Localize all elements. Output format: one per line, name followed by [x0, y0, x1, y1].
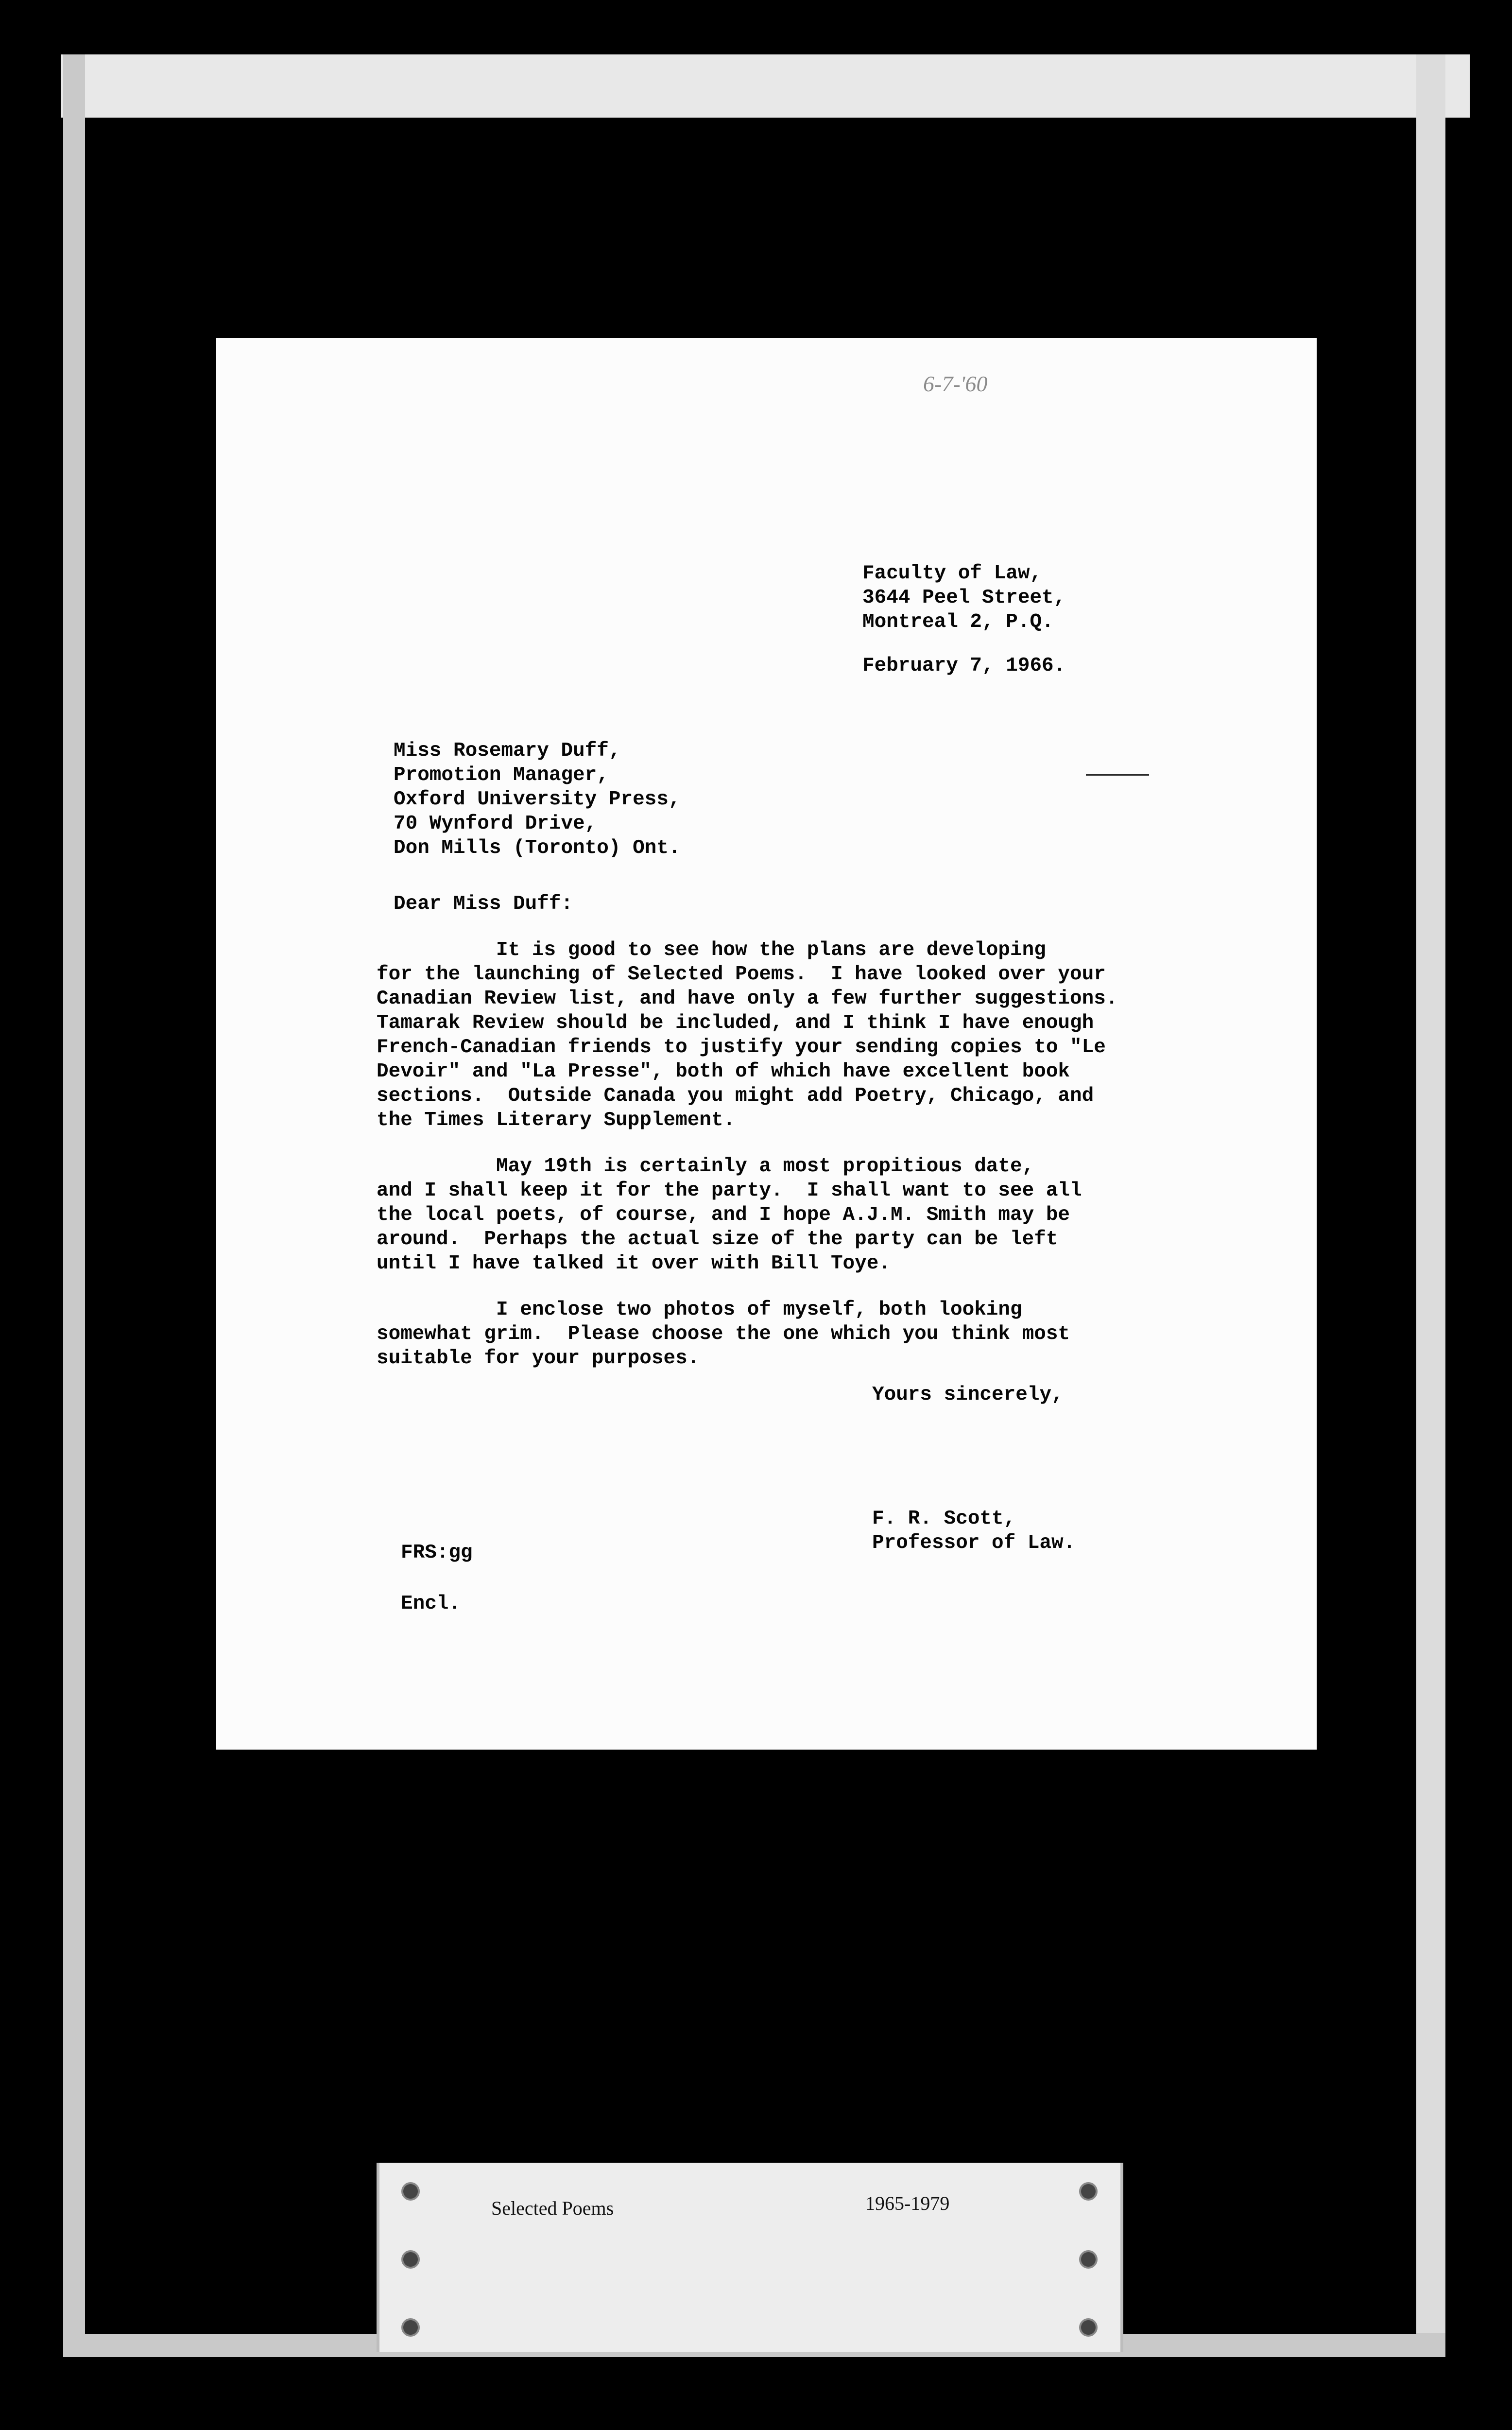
- recipient-address-line: Oxford University Press,: [394, 788, 681, 811]
- body-line: French-Canadian friends to justify your sending copies to "Le: [377, 1036, 1106, 1059]
- sender-address-line: Faculty of Law,: [862, 562, 1042, 585]
- stray-ink-mark: [1086, 774, 1149, 776]
- punch-hole: [401, 2250, 420, 2269]
- salutation-text: Dear Miss Duff:: [394, 893, 573, 915]
- recipient-address-line: 70 Wynford Drive,: [394, 813, 597, 835]
- file-label-dates: 1965-1979: [865, 2192, 950, 2214]
- body-line: I enclose two photos of myself, both looking: [377, 1299, 1022, 1321]
- body-line: suitable for your purposes.: [377, 1347, 700, 1370]
- body-line: and I shall keep it for the party. I shall want to see all: [377, 1180, 1082, 1202]
- salutation: [394, 892, 573, 916]
- body-line: for the launching of Selected Poems. I have looked over your: [377, 963, 1106, 986]
- punch-hole: [401, 2182, 420, 2201]
- body-paragraph-2: [377, 1154, 1290, 1276]
- enclosure-text: Encl.: [401, 1593, 461, 1615]
- recipient-address: [394, 739, 681, 860]
- sender-address: [862, 561, 1065, 634]
- body-line: sections. Outside Canada you might add Poetry, Chicago, and: [377, 1085, 1094, 1107]
- microfiche-top-strip: [61, 54, 1470, 118]
- body-paragraph-1: [377, 938, 1290, 1132]
- typist-initials: [401, 1541, 473, 1565]
- initials-text: FRS:gg: [401, 1542, 473, 1564]
- recipient-address-line: Don Mills (Toronto) Ont.: [394, 837, 681, 859]
- sender-address-line: Montreal 2, P.Q.: [862, 611, 1054, 633]
- pencil-annotation: 6-7-'60: [923, 371, 988, 396]
- signature-name: F. R. Scott,: [872, 1508, 1016, 1530]
- body-line: around. Perhaps the actual size of the party can be left: [377, 1228, 1058, 1250]
- body-line: Canadian Review list, and have only a few further suggestions.: [377, 988, 1118, 1010]
- body-line: somewhat grim. Please choose the one which you think most: [377, 1323, 1070, 1345]
- recipient-address-line: Miss Rosemary Duff,: [394, 740, 621, 762]
- microfiche-right-strip: [1416, 54, 1445, 2353]
- body-line: May 19th is certainly a most propitious date,: [377, 1155, 1034, 1178]
- body-line: It is good to see how the plans are developing: [377, 939, 1046, 961]
- body-line: the Times Literary Supplement.: [377, 1109, 736, 1131]
- body-line: the local poets, of course, and I hope A.J.M. Smith may be: [377, 1204, 1070, 1226]
- file-label-title: Selected Poems: [491, 2197, 614, 2219]
- microfiche-left-strip: [63, 54, 85, 2353]
- punch-hole: [1079, 2250, 1098, 2269]
- file-label: [377, 2163, 1123, 2352]
- punch-hole: [401, 2318, 420, 2337]
- signature-block: [872, 1507, 1075, 1555]
- letter-date: [862, 654, 1065, 678]
- letter-page: [216, 338, 1317, 1750]
- closing-text: Yours sincerely,: [872, 1384, 1064, 1406]
- closing: [872, 1383, 1064, 1407]
- enclosure-note: [401, 1592, 461, 1616]
- signature-title: Professor of Law.: [872, 1532, 1076, 1554]
- body-paragraph-3: [377, 1298, 1290, 1371]
- body-line: Devoir" and "La Presse", both of which have excellent book: [377, 1060, 1070, 1083]
- body-line: Tamarak Review should be included, and I think I have enough: [377, 1012, 1094, 1034]
- punch-hole: [1079, 2182, 1098, 2201]
- sender-address-line: 3644 Peel Street,: [862, 587, 1066, 609]
- body-line: until I have talked it over with Bill Toye.: [377, 1252, 891, 1275]
- recipient-address-line: Promotion Manager,: [394, 764, 609, 786]
- date-text: February 7, 1966.: [862, 655, 1066, 677]
- punch-hole: [1079, 2318, 1098, 2337]
